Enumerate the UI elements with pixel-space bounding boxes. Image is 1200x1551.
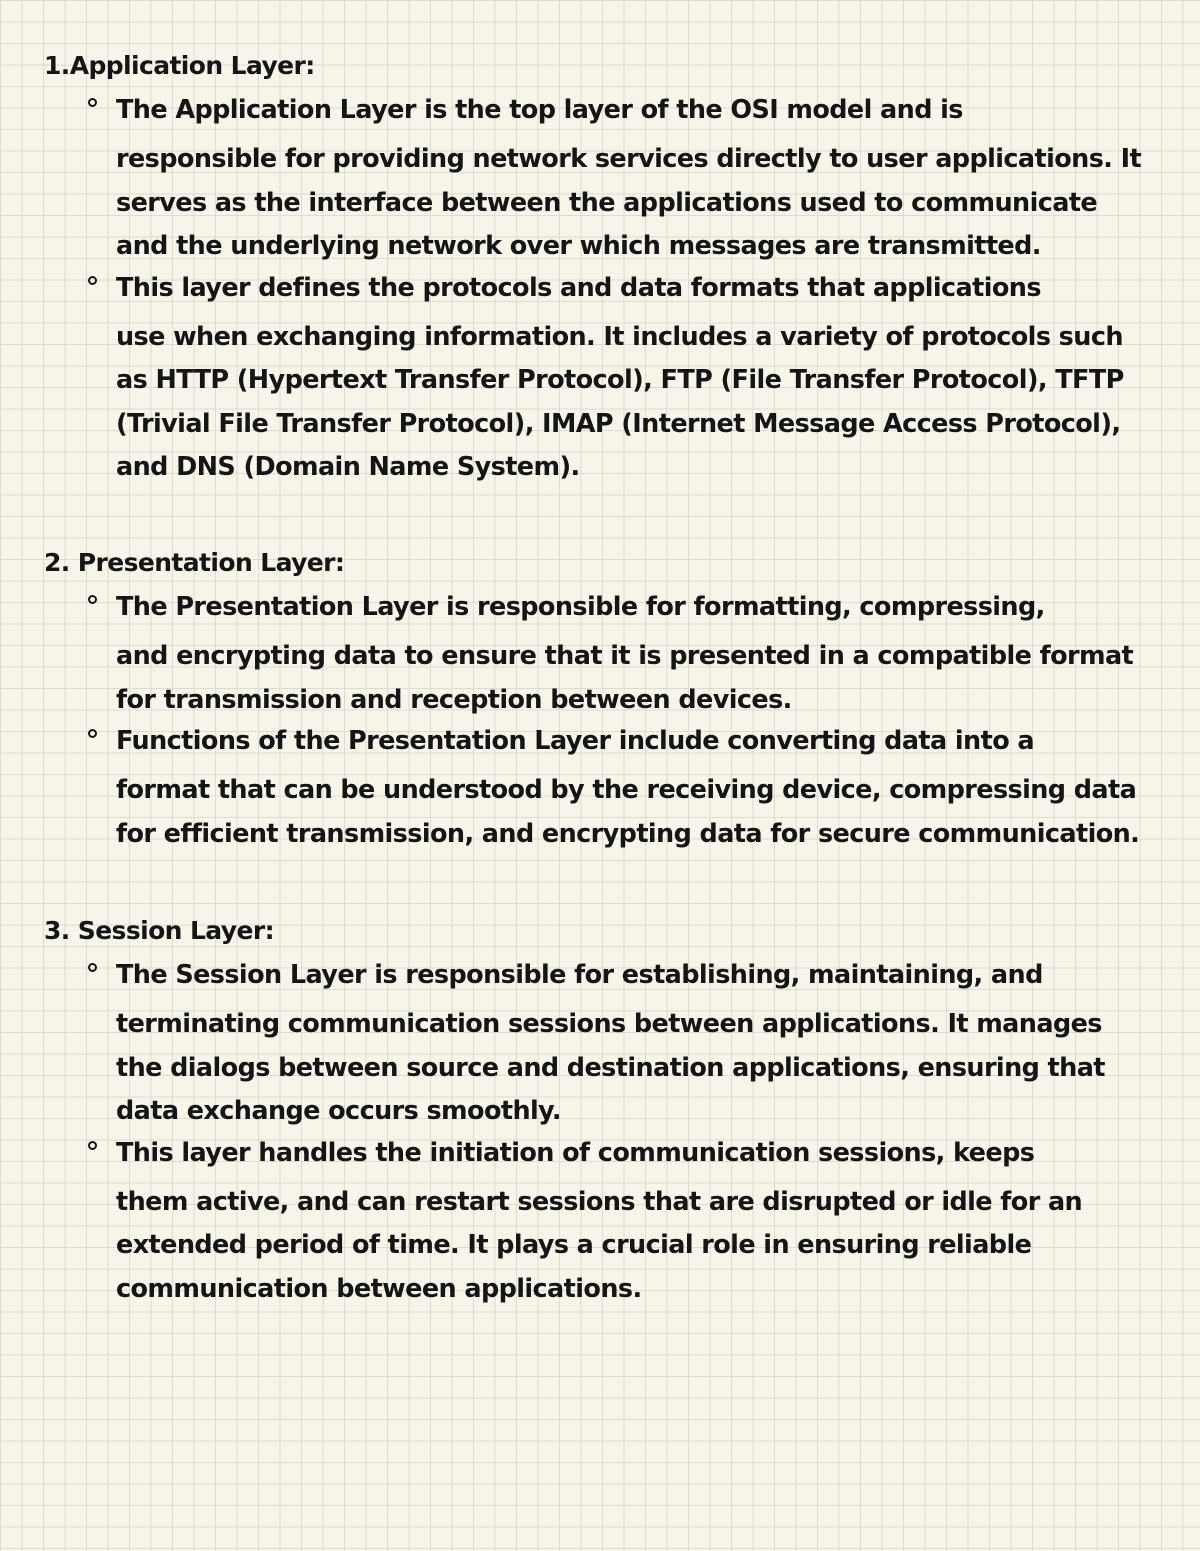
list-item <box>44 261 1154 490</box>
bullet-first-line: The Session Layer is responsible for establishing, maintaining, and <box>116 960 1043 990</box>
bullet-first-line: This layer defines the protocols and data formats that applications <box>116 272 1041 303</box>
bullet-text: responsible for providing network services directly to user applications. It serves as the interface between the applications used to communicate and the underlying network over which messages are transmitted. <box>116 144 1142 261</box>
list-item <box>44 714 1154 856</box>
bullet-text: use when exchanging information. It includes a variety of protocols such as HTTP (Hypertext Transfer Protocol), FTP (File Transfer Protocol), TFTP (Trivial File Transfer Protocol), IMAP (Internet Message Access Protocol), and DNS (Domain Name System). <box>116 321 1124 482</box>
bullet-first-line: Functions of the Presentation Layer include converting data into a <box>116 726 1034 756</box>
section-title: 1.Application Layer: <box>44 51 315 80</box>
hollow-bullet-icon <box>88 276 97 285</box>
section-title: 2. Presentation Layer: <box>44 548 345 577</box>
hollow-bullet-icon <box>88 963 97 972</box>
bullet-first-line: The Application Layer is the top layer of the OSI model and is <box>116 95 963 125</box>
hollow-bullet-icon <box>88 595 97 604</box>
section-presentation-layer <box>44 546 1154 856</box>
bullet-text: them active, and can restart sessions that are disrupted or idle for an extended period of time. It plays a crucial role in ensuring reliable communication between applications. <box>116 1186 1083 1304</box>
bullet-text: terminating communication sessions between applications. It manages the dialogs between source and destination applications, ensuring that data exchange occurs smoothly. <box>116 1009 1105 1126</box>
bullet-text: and encrypting data to ensure that it is presented in a compatible format for transmission and reception between devices. <box>116 641 1134 715</box>
section-application-layer <box>44 49 1154 490</box>
list-item <box>44 580 1154 722</box>
list-item <box>44 1126 1154 1312</box>
hollow-bullet-icon <box>88 729 97 738</box>
list-item <box>44 83 1154 269</box>
bullet-text: format that can be understood by the receiving device, compressing data for efficient transmission, and encrypting data for secure communication. <box>116 775 1140 849</box>
hollow-bullet-icon <box>88 98 97 107</box>
hollow-bullet-icon <box>88 1141 97 1150</box>
bullet-first-line: This layer handles the initiation of communication sessions, keeps <box>116 1137 1035 1168</box>
bullet-first-line: The Presentation Layer is responsible for formatting, compressing, <box>116 592 1045 622</box>
section-session-layer <box>44 914 1154 1311</box>
list-item <box>44 948 1154 1134</box>
section-title: 3. Session Layer: <box>44 916 274 945</box>
